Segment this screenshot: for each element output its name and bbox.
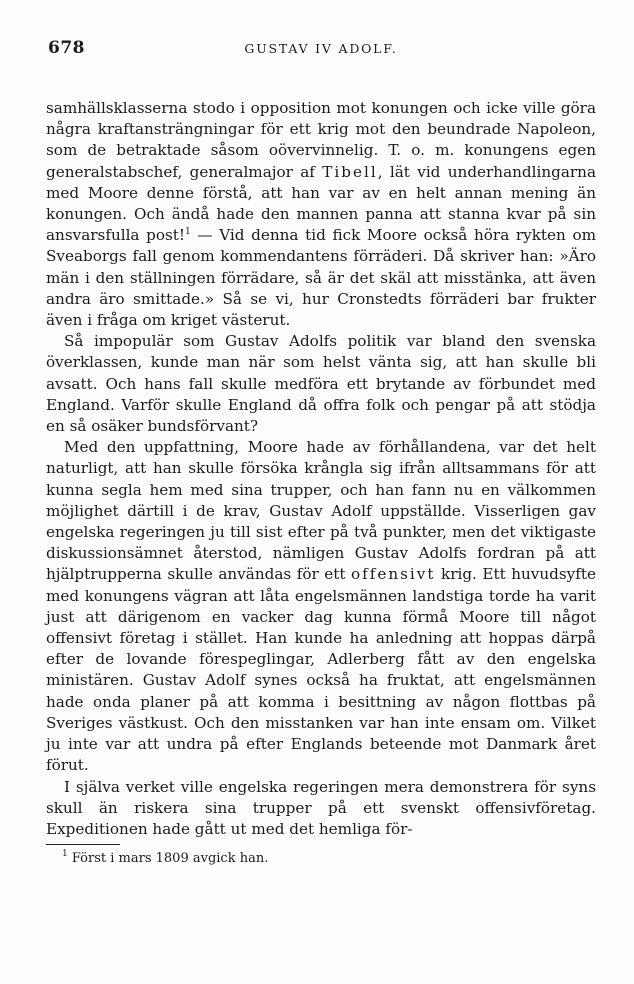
page-number: 678 <box>48 38 85 58</box>
paragraph-1-part-b: , lät vid underhandlingarna med Moore denne förstå, att han var av en helt annan mening än konungen. Och ändå hade den mannen panna att stanna kvar på sin ansvarsfulla post! <box>46 162 596 245</box>
page-content <box>46 38 596 867</box>
footnote-rule <box>46 844 120 845</box>
paragraph-4: I själva verket ville engelska regeringen mera demonstrera för syns skull än riskera sina trupper på ett svenskt offensivföretag. Expeditionen hade gått ut med det hemliga för- <box>46 777 596 838</box>
running-title: GUSTAV IV ADOLF. <box>244 41 398 56</box>
spaced-name-tibell: Tibell <box>322 162 378 181</box>
paragraph-3-part-b: krig. Ett huvudsyfte med konungens vägran att låta engelsmännen landstiga torde ha varit just att därigenom en vacker dag kunna förmå Moore till något offensivt företag i stället. Han kunde ha anledning att hoppas därpå efter de lovande förespeglingar, Adlerberg fått av den engelska ministären. Gustav Adolf synes också ha fruktat, att engelsmännen hade onda planer på att komma i besittning av någon flottbas på Sveriges västkust. Och den misstanken var han inte ensam om. Vilket ju inte var att undra på efter Englands beteende mot Danmark året förut. <box>46 565 596 775</box>
paragraph-3 <box>46 437 596 776</box>
footnote-reference: 1 <box>185 227 191 238</box>
paragraph-1-part-c: — Vid denna tid fick Moore också höra rykten om Sveaborgs fall genom kommendantens förräderi. Då skriver han: »Äro män i den ställningen förrädare, så är det skäl att misstänka, att även andra äro smittade.» Så se vi, hur Cronstedts förräderi bar frukter även i fråga om kriget västerut. <box>46 226 596 330</box>
footnote-text: Först i mars 1809 avgick han. <box>71 851 269 867</box>
footnote <box>46 851 596 867</box>
paragraph-1 <box>46 98 596 331</box>
paragraph-3-part-a: Med den uppfattning, Moore hade av förhållandena, var det helt naturligt, att han skulle försöka krångla sig ifrån alltsammans för att kunna segla hem med sina trupper, och han fann nu en välkommen möjlighet därtill i de krav, Gustav Adolf uppställde. Visserligen gav engelska regeringen ju till sist efter på två punkter, men det viktigaste diskussionsämnet återstod, nämligen Gustav Adolfs fordran på att hjälptrupperna skulle användas för ett <box>46 438 596 584</box>
page-header <box>46 38 596 68</box>
footnote-marker: 1 <box>62 849 68 860</box>
body-text <box>46 98 596 840</box>
paragraph-2: Så impopulär som Gustav Adolfs politik var bland den svenska överklassen, kunde man när som helst vänta sig, att han skulle bli avsatt. Och hans fall skulle medföra ett brytande av förbundet med England. Varför skulle England då offra folk och pengar på att stödja en så osäker bundsförvant? <box>46 332 596 436</box>
spaced-word-offensivt: offensivt <box>350 565 436 584</box>
paragraph-1-part-a: samhällsklasserna stodo i opposition mot konungen och icke ville göra några kraftansträngningar för ett krig mot den beundrade Napoleon, som de betraktade såsom oövervinnelig. T. o. m. konungens egen generalstabschef, generalmajor af <box>46 99 596 181</box>
